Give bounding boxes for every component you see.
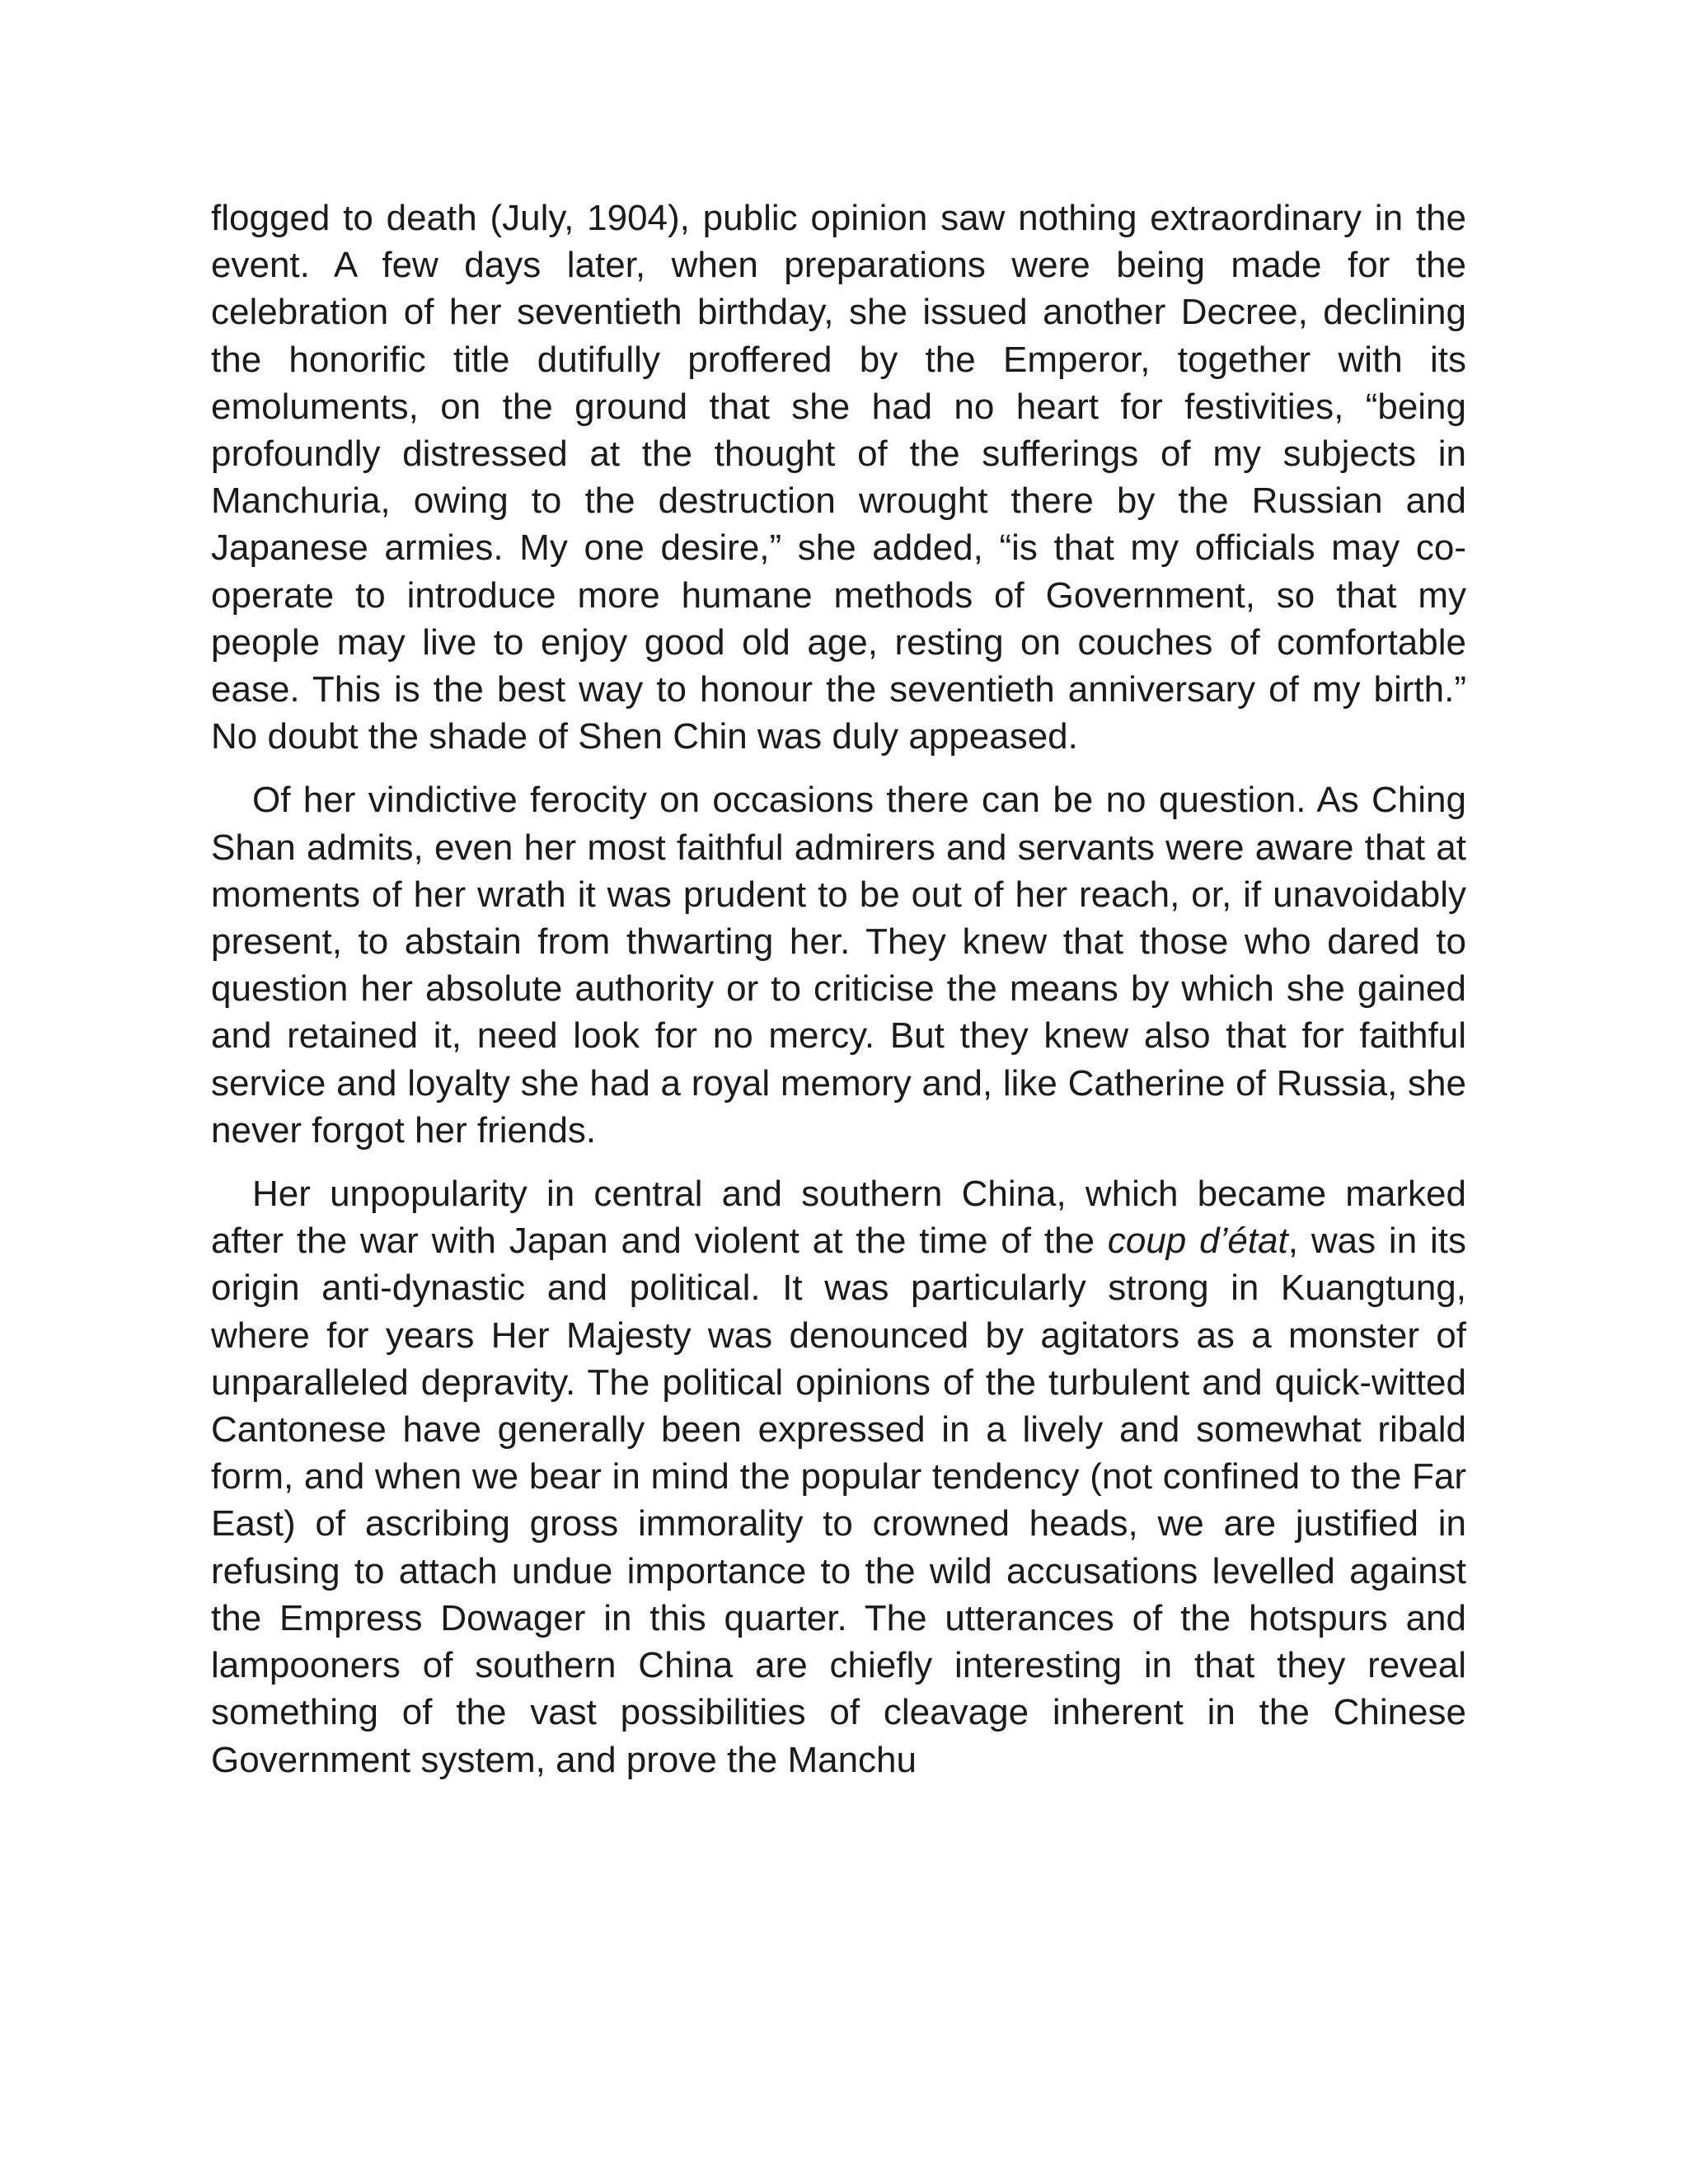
paragraph-3 [211, 1170, 1466, 1783]
paragraph-text: Of her vindictive ferocity on occasions there can be no question. As Ching Shan admits, even her most faithful admirers and servants were aware that at moments of her wrath it was prudent to be out of her reach, or, if unavoidably present, to abstain from thwarting her. They knew that those who dared to question her absolute authority or to criticise the means by which she gained and retained it, need look for no mercy. But they knew also that for faithful service and loyalty she had a royal memory and, like Catherine of Russia, she never forgot her friends. [211, 780, 1466, 1151]
paragraph-2 [211, 776, 1466, 1154]
body-text [211, 194, 1466, 1783]
italic-phrase: coup d’état [1107, 1221, 1288, 1262]
paragraph-1 [211, 194, 1466, 760]
paragraph-text: flogged to death (July, 1904), public opinion saw nothing extraordinary in the event. A few days later, when preparations were being made for the celebration of her seventieth birthday, she issued another Decree, declining the honorific title dutifully proffered by the Emperor, together with its emoluments, on the ground that she had no heart for festivities, “being profoundly distressed at the thought of the sufferings of my subjects in Manchuria, owing to the destruction wrought there by the Russian and Japanese armies. My one desire,” she added, “is that my officials may co-operate to introduce more humane methods of Government, so that my people may live to enjoy good old age, resting on couches of comfortable ease. This is the best way to honour the seventieth anniversary of my birth.” No doubt the shade of Shen Chin was duly appeased. [211, 198, 1466, 757]
paragraph-text: Her unpopularity in central and southern China, which became marked after the war with Japan and violent at the time of the [211, 1174, 1466, 1262]
paragraph-text: , was in its origin anti-dynastic and political. It was particularly strong in Kuangtung, where for years Her Majesty was denounced by agitators as a monster of unparalleled depravity. The political opinions of the turbulent and quick-witted Cantonese have generally been expressed in a lively and somewhat ribald form, and when we bear in mind the popular tendency (not confined to the Far East) of ascribing gross immorality to crowned heads, we are justified in refusing to attach undue importance to the wild accusations levelled against the Empress Dowager in this quarter. The utterances of the hotspurs and lampooners of southern China are chiefly interesting in that they reveal something of the vast possibilities of cleavage inherent in the Chinese Government system, and prove the Manchu [211, 1221, 1467, 1780]
